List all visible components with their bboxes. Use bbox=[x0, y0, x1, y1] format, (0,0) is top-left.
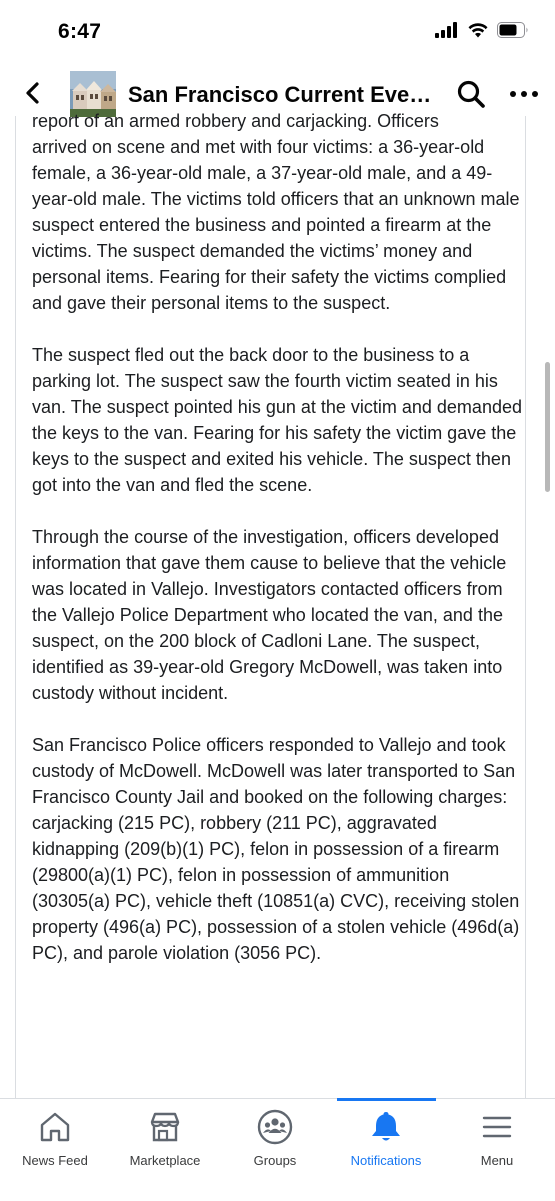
cellular-signal-icon bbox=[435, 22, 459, 38]
tab-groups[interactable] bbox=[220, 1109, 330, 1168]
scrollbar[interactable] bbox=[545, 362, 550, 492]
group-title[interactable]: San Francisco Current Eve… bbox=[128, 82, 432, 107]
home-icon bbox=[37, 1109, 73, 1145]
post-card-right-border bbox=[525, 116, 526, 1116]
tab-menu[interactable] bbox=[442, 1109, 552, 1168]
post-paragraph: The suspect fled out the back door to the business to a parking lot. The suspect saw the fourth victim seated in his van. The suspect pointed his gun at the victim and demanded the keys to the van. Fearing for his safety the victim gave the keys to the suspect and exited his vehicle. The suspect then got into the van and fled the scene. bbox=[32, 345, 522, 495]
menu-icon bbox=[479, 1109, 515, 1145]
tab-label: Groups bbox=[253, 1153, 297, 1168]
post-paragraph: San Francisco Police officers responded to Vallejo and took custody of McDowell. McDowell was later transported to San Francisco County Jail and booked on the following charges: carjacking (215 PC), robbery (211 PC), aggravated kidnapping (209(b)(1) PC), felon in possession of a firearm (29800(a)(1) PC), felon in possession of ammunition (30305(a) PC), vehicle theft (10851(a) CVC), receiving stolen property (496(a) PC), possession of a stolen vehicle (496d(a) PC), and parole violation (3056 PC). bbox=[32, 735, 520, 963]
tab-label: News Feed bbox=[22, 1153, 88, 1168]
battery-icon bbox=[497, 22, 529, 38]
more-icon bbox=[506, 80, 542, 108]
search-button[interactable] bbox=[455, 78, 487, 110]
groups-icon bbox=[257, 1109, 293, 1145]
tab-label: Notifications bbox=[350, 1153, 422, 1168]
search-icon bbox=[455, 78, 487, 110]
wifi-icon bbox=[467, 22, 489, 38]
status-bar bbox=[0, 0, 555, 60]
status-time: 6:47 bbox=[58, 20, 102, 43]
tab-notifications[interactable] bbox=[331, 1109, 441, 1168]
tab-news-feed[interactable] bbox=[0, 1109, 110, 1168]
active-tab-indicator bbox=[337, 1098, 436, 1101]
back-button[interactable] bbox=[18, 78, 48, 108]
tab-marketplace[interactable] bbox=[110, 1109, 220, 1168]
post-content bbox=[0, 111, 555, 1098]
post-paragraph: arrived on scene and met with four victims: a 36-year-old female, a 36-year-old male, a 37-year-old male, and a 49-year-old male. The victims told officers that an unknown male suspect entered the business and pointed a firearm at the victims. The suspect demanded the victims’ money and personal items. Fearing for their safety the victims complied and gave their personal items to the suspect. bbox=[32, 137, 520, 313]
chevron-left-icon bbox=[18, 78, 48, 108]
tab-label: Marketplace bbox=[129, 1153, 201, 1168]
bottom-tab-bar bbox=[0, 1098, 555, 1201]
tab-label: Menu bbox=[480, 1153, 514, 1168]
status-icons bbox=[435, 22, 529, 38]
post-body bbox=[32, 108, 522, 992]
more-options-button[interactable] bbox=[506, 80, 542, 108]
marketplace-icon bbox=[147, 1109, 183, 1145]
bell-icon bbox=[368, 1109, 404, 1145]
post-card-left-border bbox=[15, 116, 16, 1116]
post-partial-line: report of an armed robbery and carjacking. Officers bbox=[32, 111, 439, 131]
post-paragraph: Through the course of the investigation, officers developed information that gave them cause to believe that the vehicle was located in Vallejo. Investigators contacted officers from the Vallejo Police Department who located the van, and the suspect, on the 200 block of Cadloni Lane. The suspect, identified as 39-year-old Gregory McDowell, was taken into custody without incident. bbox=[32, 527, 507, 703]
